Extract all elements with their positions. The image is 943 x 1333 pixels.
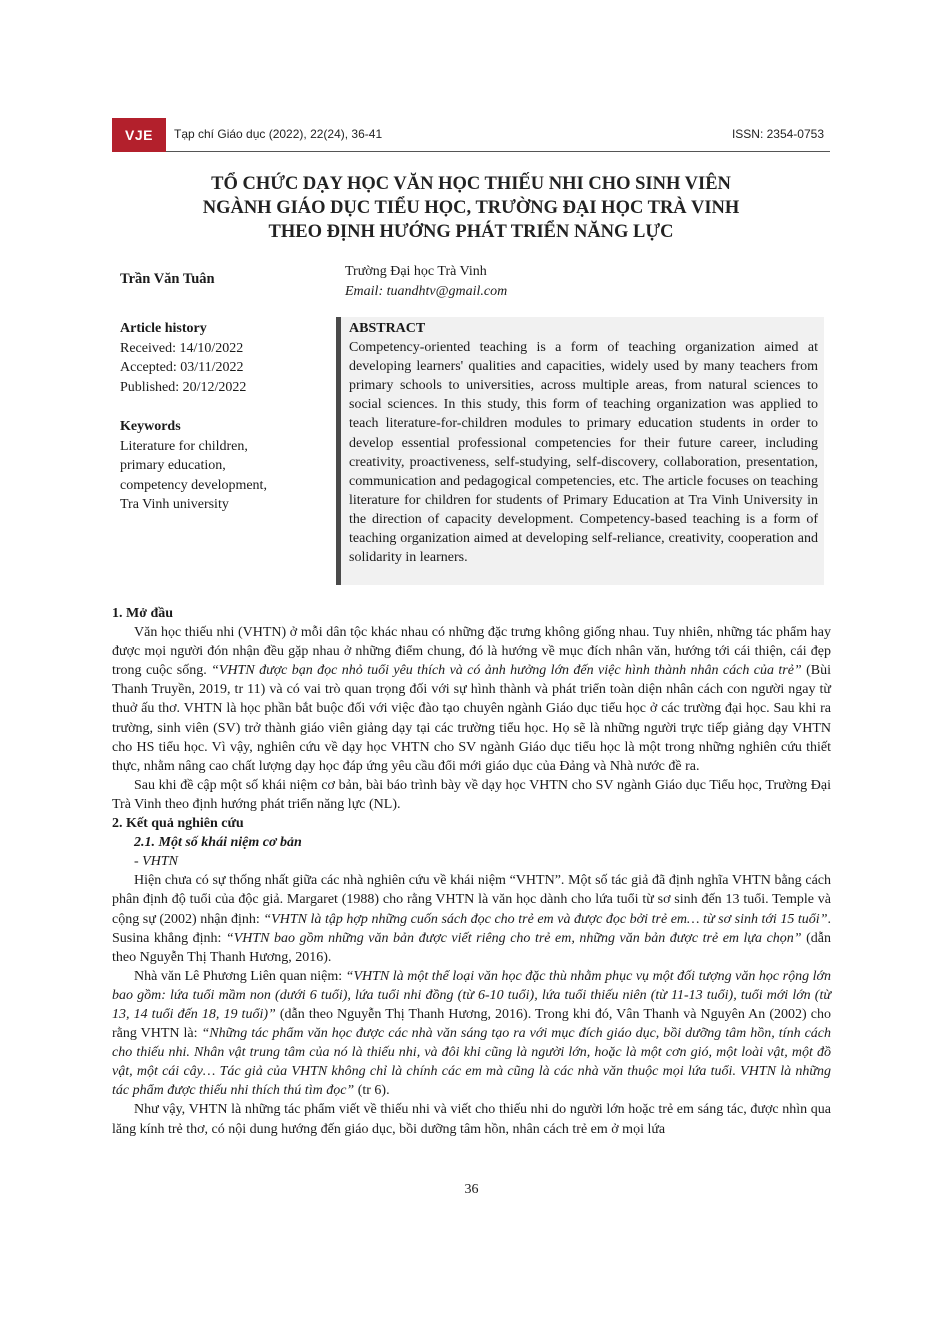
page-number: 36 xyxy=(464,1182,479,1197)
keyword: primary education, xyxy=(120,458,226,473)
author-affiliation xyxy=(345,262,507,302)
keyword: Tra Vinh university xyxy=(120,497,229,512)
abstract-box xyxy=(336,317,824,585)
abstract-heading: ABSTRACT xyxy=(349,321,426,336)
keyword: competency development, xyxy=(120,477,267,493)
author-name: Trần Văn Tuân xyxy=(120,271,215,287)
journal-logo-badge: VJE xyxy=(112,118,166,152)
term-heading: - VHTN xyxy=(134,854,178,870)
section-heading: 1. Mở đầu xyxy=(112,606,174,621)
paragraph: Văn học thiếu nhi (VHTN) ở mỗi dân tộc khác nhau có những đặc trưng không giống nhau. Tuy nhiên, những tác phẩm hay được mọi người đón nhận đều gặp nhau ở những điểm chung, đó là hướng về mục đích nhân văn, hướng tới cái thiện, cái đẹp trong cuộc sống. “VHTN được bạn đọc nhỏ tuổi yêu thích và có ảnh hưởng lớn đến việc hình thành nhân cách của trẻ” (Bùi Thanh Truyền, 2019, tr 11) và có vai trò quan trọng đối với sự hình thành và phát triển toàn diện nhân cách con người ngay từ thuở ấu thơ. VHTN là học phần bắt buộc đối với việc đào tạo chuyên ngành Giáo dục tiểu học ở các trường đại học. Sau khi ra trường, sinh viên (SV) trở thành giáo viên giảng dạy tại các trường tiểu học. Họ sẽ là những người trực tiếp giảng dạy VHTN cho HS tiểu học. Vì vậy, nghiên cứu về dạy học VHTN cho SV ngành Giáo dục tiểu học là một trong những nghiên cứu thiết thực, nhằm nâng cao chất lượng dạy học đáp ứng yêu cầu đổi mới giáo dục của Đảng và Nhà nước đề ra. xyxy=(112,625,831,774)
accepted-date: Accepted: 03/11/2022 xyxy=(120,360,244,375)
article-title: TỔ CHỨC DẠY HỌC VĂN HỌC THIẾU NHI CHO SINH VIÊN NGÀNH GIÁO DỤC TIỂU HỌC, TRƯỜNG ĐẠI HỌC TRÀ VINH THEO ĐỊNH HƯỚNG PHÁT TRIỂN NĂNG LỰC xyxy=(202,174,740,242)
history-heading: Article history xyxy=(120,321,207,336)
published-date: Published: 20/12/2022 xyxy=(120,379,247,395)
received-date: Received: 14/10/2022 xyxy=(120,340,244,356)
author-email: Email: tuandhtv@gmail.com xyxy=(345,284,508,299)
keyword: Literature for children, xyxy=(120,438,248,454)
section-heading: 2. Kết quả nghiên cứu xyxy=(112,816,244,832)
affiliation: Trường Đại học Trà Vinh xyxy=(345,264,487,279)
header-rule xyxy=(166,151,830,152)
issn: ISSN: 2354-0753 xyxy=(731,127,824,141)
subsection-heading: 2.1. Một số khái niệm cơ bản xyxy=(134,835,302,851)
paragraph: Nhà văn Lê Phương Liên quan niệm: “VHTN là một thể loại văn học đặc thù nhằm phục vụ một đối tượng văn học rộng lớn bao gồm: lứa tuổi mầm non (dưới 6 tuổi), lứa tuổi nhi đồng (từ 6-10 tuổi), lứa tuổi thiếu niên (từ 11-13 tuổi), tuổi mới lớn (từ 13, 14 tuổi đến 18, 19 tuổi)” (dẫn theo Nguyễn Thị Thanh Hương, 2016). Trong khi đó, Vân Thanh và Nguyên An (2002) cho rằng VHTN là: “Những tác phẩm văn học được các nhà văn sáng tạo ra với mục đích giáo dục, bồi dưỡng tâm hồn, tính cách cho thiếu nhi. Nhân vật trung tâm của nó là thiếu nhi, và đôi khi cũng là người lớn, hoặc là một cơn gió, một loài vật, một đồ vật, một cái cây… Tác giả của VHTN không chỉ là chính các em mà cũng là các nhà văn thuộc mọi lứa tuổi. VHTN là những tác phẩm được thiếu nhi thích thú tìm đọc” (tr 6). xyxy=(112,968,832,1099)
keywords-heading: Keywords xyxy=(120,419,181,434)
paragraph: Hiện chưa có sự thống nhất giữa các nhà nghiên cứu về khái niệm “VHTN”. Một số tác giả đã định nghĩa VHTN bằng cách phân định độ tuổi của độc giả. Margaret (1988) cho rằng VHTN là văn học dành cho lứa tuổi từ sơ sinh đến 13 tuổi. Temple và cộng sự (2002) nhận định: “VHTN là tập hợp những cuốn sách đọc cho trẻ em và được đọc bởi trẻ em… từ sơ sinh tới 15 tuổi”. Susina khẳng định: “VHTN bao gồm những văn bản được viết riêng cho trẻ em, những văn bản được trẻ em lựa chọn” (dẫn theo Nguyễn Thị Thanh Hương, 2016). xyxy=(112,873,831,965)
abstract-text: Competency-oriented teaching is a form of teaching organization aimed at developing learners' qualities and capacities, widely used by many teachers from primary schools to universities, across multiple areas, from natural sciences to social sciences. In this study, this form of teaching organization was applied to teach literature-for-children modules to primary education students in order to develop essential professional competencies for their future career, including creativity, proactiveness, self-studying, self-discovery, collaboration, presentation, communication and pedagogical competencies, etc. The article focuses on teaching literature for children for students of Primary Education at Tra Vinh University in the direction of capacity development. Competency-based teaching is a form of teaching organization aimed at developing self-reliance, creativity, cooperation and solidarity in learners. xyxy=(349,340,818,566)
journal-header xyxy=(112,118,830,152)
paragraph: Như vậy, VHTN là những tác phẩm viết về thiếu nhi và viết cho thiếu nhi do người lớn hoặc trẻ em sáng tác, được nhìn qua lăng kính trẻ thơ, có nội dung hướng đến giáo dục, bồi dưỡng tâm hồn, nhân cách trẻ em ở mọi lứa xyxy=(112,1102,831,1137)
article-body xyxy=(112,604,831,1139)
journal-citation: Tạp chí Giáo dục (2022), 22(24), 36-41 xyxy=(174,127,383,141)
paragraph: Sau khi đề cập một số khái niệm cơ bản, bài báo trình bày về dạy học VHTN cho SV ngành Giáo dục Tiểu học, Trường Đại Trà Vinh theo định hướng phát triển năng lực (NL). xyxy=(112,777,831,812)
article-meta xyxy=(120,319,330,515)
